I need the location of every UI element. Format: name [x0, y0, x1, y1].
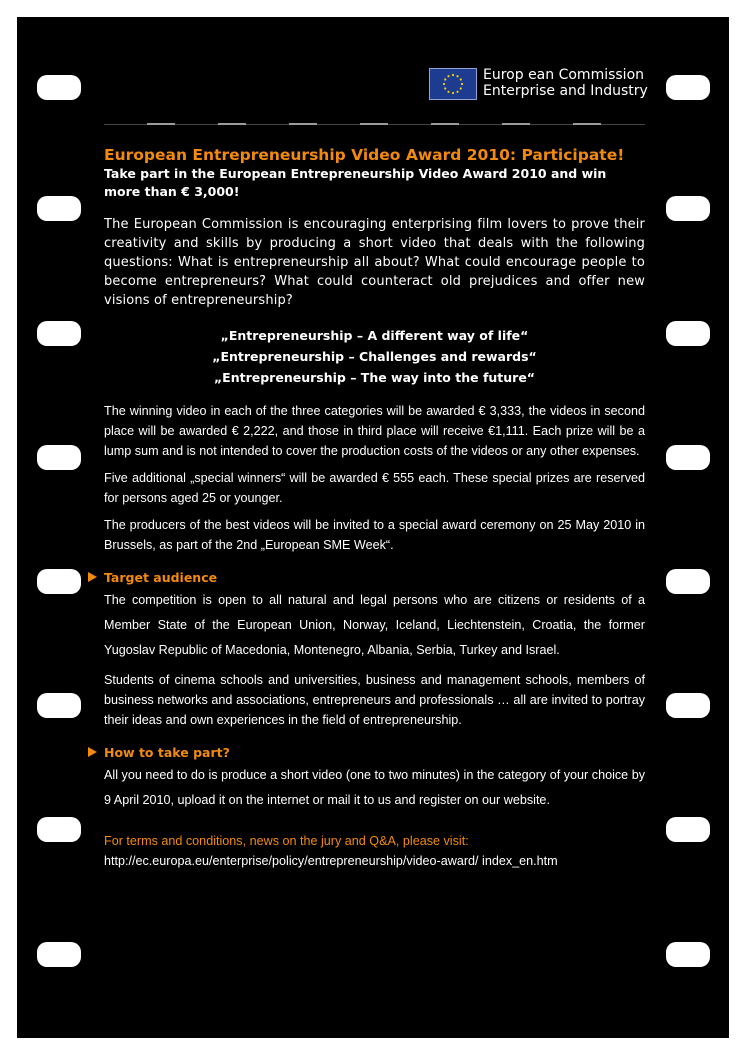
- eu-star: [447, 75, 449, 77]
- target-paragraph-2: Students of cinema schools and universities, business and management schools, members of business networks and associations, entrepreneurs and professionals … all are invited to portray their ideas and own experiences in the field of entrepreneurship.: [104, 673, 645, 727]
- eu-star: [461, 83, 463, 85]
- awards-paragraph-1: The winning video in each of the three categories will be awarded € 3,333, the videos in second place will be awarded € 2,222, and those in third place will receive €1,111. Each prize will be a lump sum and is not intended to cover the production costs of the videos or any other expenses.: [104, 404, 645, 458]
- sprocket-hole: [666, 817, 710, 842]
- sprocket-hole: [37, 569, 81, 594]
- org-line-2: Enterprise and Industry: [483, 83, 648, 99]
- awards-paragraph-2: Five additional „special winners“ will be awarded € 555 each. These special prizes are reserved for persons aged 25 or younger.: [104, 471, 645, 505]
- divider-dash: [289, 123, 317, 125]
- ec-header: [429, 67, 649, 101]
- how-to-paragraph: All you need to do is produce a short video (one to two minutes) in the category of your choice by 9 April 2010, upload it on the internet or mail it to us and register on our website.: [104, 768, 645, 807]
- sprocket-hole: [666, 196, 710, 221]
- sprocket-hole: [37, 693, 81, 718]
- website-link[interactable]: http://ec.europa.eu/enterprise/policy/entrepreneurship/video-award/ index_en.htm: [104, 854, 558, 868]
- divider-dash: [360, 123, 388, 125]
- intro-paragraph: The European Commission is encouraging enterprising film lovers to prove their creativity and skills by producing a short video that deals with the following questions: What is entrepreneurship all about? What could encourage people to become entrepreneurs? What could counteract old prejudices and offer new visions of entrepreneurship?: [104, 217, 645, 308]
- page-subtitle: Take part in the European Entrepreneurship Video Award 2010 and win more than € 3,000!: [104, 166, 607, 199]
- sprocket-hole: [666, 693, 710, 718]
- category-item: „Entrepreneurship – A different way of life“: [220, 328, 529, 343]
- film-strip-background: [17, 17, 729, 1038]
- sprocket-hole: [666, 942, 710, 967]
- header-divider: [104, 124, 645, 125]
- eu-star: [443, 83, 445, 85]
- sprocket-hole: [37, 445, 81, 470]
- eu-flag-icon: [429, 68, 477, 100]
- sprocket-hole: [37, 942, 81, 967]
- eu-star: [456, 91, 458, 93]
- category-list: [104, 325, 645, 388]
- triangle-arrow-icon: [88, 572, 97, 582]
- sprocket-hole: [666, 75, 710, 100]
- target-paragraph-1: The competition is open to all natural and legal persons who are citizens or residents of a Member State of the European Union, Norway, Iceland, Liechtenstein, Croatia, the former Yugoslav Republic of Macedonia, Montenegro, Albania, Serbia, Turkey and Israel.: [104, 593, 645, 657]
- divider-dash: [218, 123, 246, 125]
- category-item: „Entrepreneurship – Challenges and rewards“: [212, 349, 537, 364]
- eu-star: [460, 78, 462, 80]
- category-item: „Entrepreneurship – The way into the future“: [213, 370, 536, 385]
- visit-text: For terms and conditions, news on the jury and Q&A, please visit:: [104, 834, 469, 848]
- eu-star: [447, 91, 449, 93]
- org-line-1: Europ ean Commission: [483, 67, 645, 83]
- eu-star: [444, 78, 446, 80]
- sprocket-hole: [666, 569, 710, 594]
- target-audience-heading: [104, 569, 645, 586]
- triangle-arrow-icon: [88, 747, 97, 757]
- awards-paragraph-3: The producers of the best videos will be invited to a special award ceremony on 25 May 2010 in Brussels, as part of the 2nd „European SME Week“.: [104, 518, 645, 552]
- eu-stars: [430, 69, 476, 99]
- divider-dash: [502, 123, 530, 125]
- divider-dash: [573, 123, 601, 125]
- sprocket-hole: [37, 196, 81, 221]
- eu-star: [456, 75, 458, 77]
- sprocket-hole: [666, 321, 710, 346]
- how-to-heading-text: How to take part?: [104, 745, 230, 760]
- main-content: [104, 145, 645, 871]
- eu-star: [452, 74, 454, 76]
- sprocket-hole: [37, 321, 81, 346]
- target-audience-heading-text: Target audience: [104, 570, 218, 585]
- eu-star: [452, 92, 454, 94]
- eu-star: [444, 87, 446, 89]
- sprocket-hole: [666, 445, 710, 470]
- divider-dash: [147, 123, 175, 125]
- sprocket-hole: [37, 75, 81, 100]
- sprocket-hole: [37, 817, 81, 842]
- eu-star: [460, 87, 462, 89]
- divider-dash: [431, 123, 459, 125]
- organization-name: [483, 67, 648, 99]
- how-to-heading: [104, 744, 645, 761]
- page-title: European Entrepreneurship Video Award 2010: Participate!: [104, 146, 625, 164]
